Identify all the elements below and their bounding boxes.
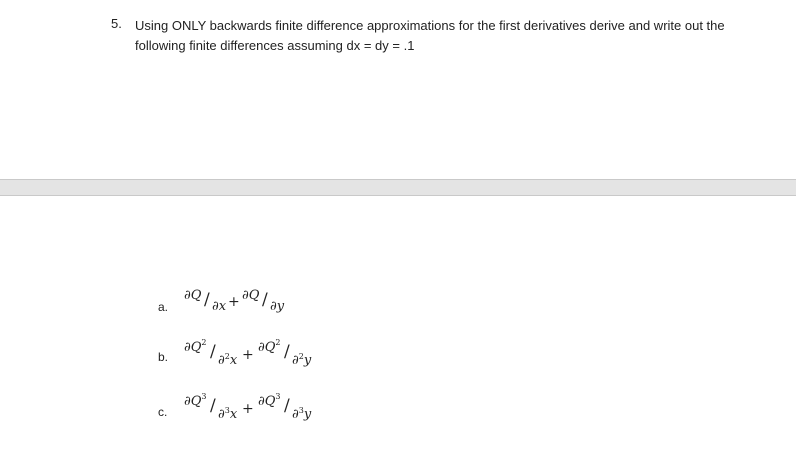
question-number: 5. [111,16,122,31]
page-break [0,179,796,196]
list-item-b: b. $\partial Q^2$ / ∂$^2$x + $\partial Q^2$ / ∂$^2$y [158,338,312,368]
item-label: b. [158,350,169,364]
list-item-c: c. $\partial Q^3$ / ∂$^3$x + $\partial Q^3$ / ∂$^3$y [158,392,312,422]
question-text: Using ONLY backwards finite difference approximations for the first derivatives derive and write out the following finite differences assuming dx = dy = .1 [135,18,725,53]
list-item-a: a. ∂Q / ∂x + ∂Q / ∂y [158,288,285,314]
item-label: a. [158,300,169,314]
item-label: c. [158,405,168,419]
